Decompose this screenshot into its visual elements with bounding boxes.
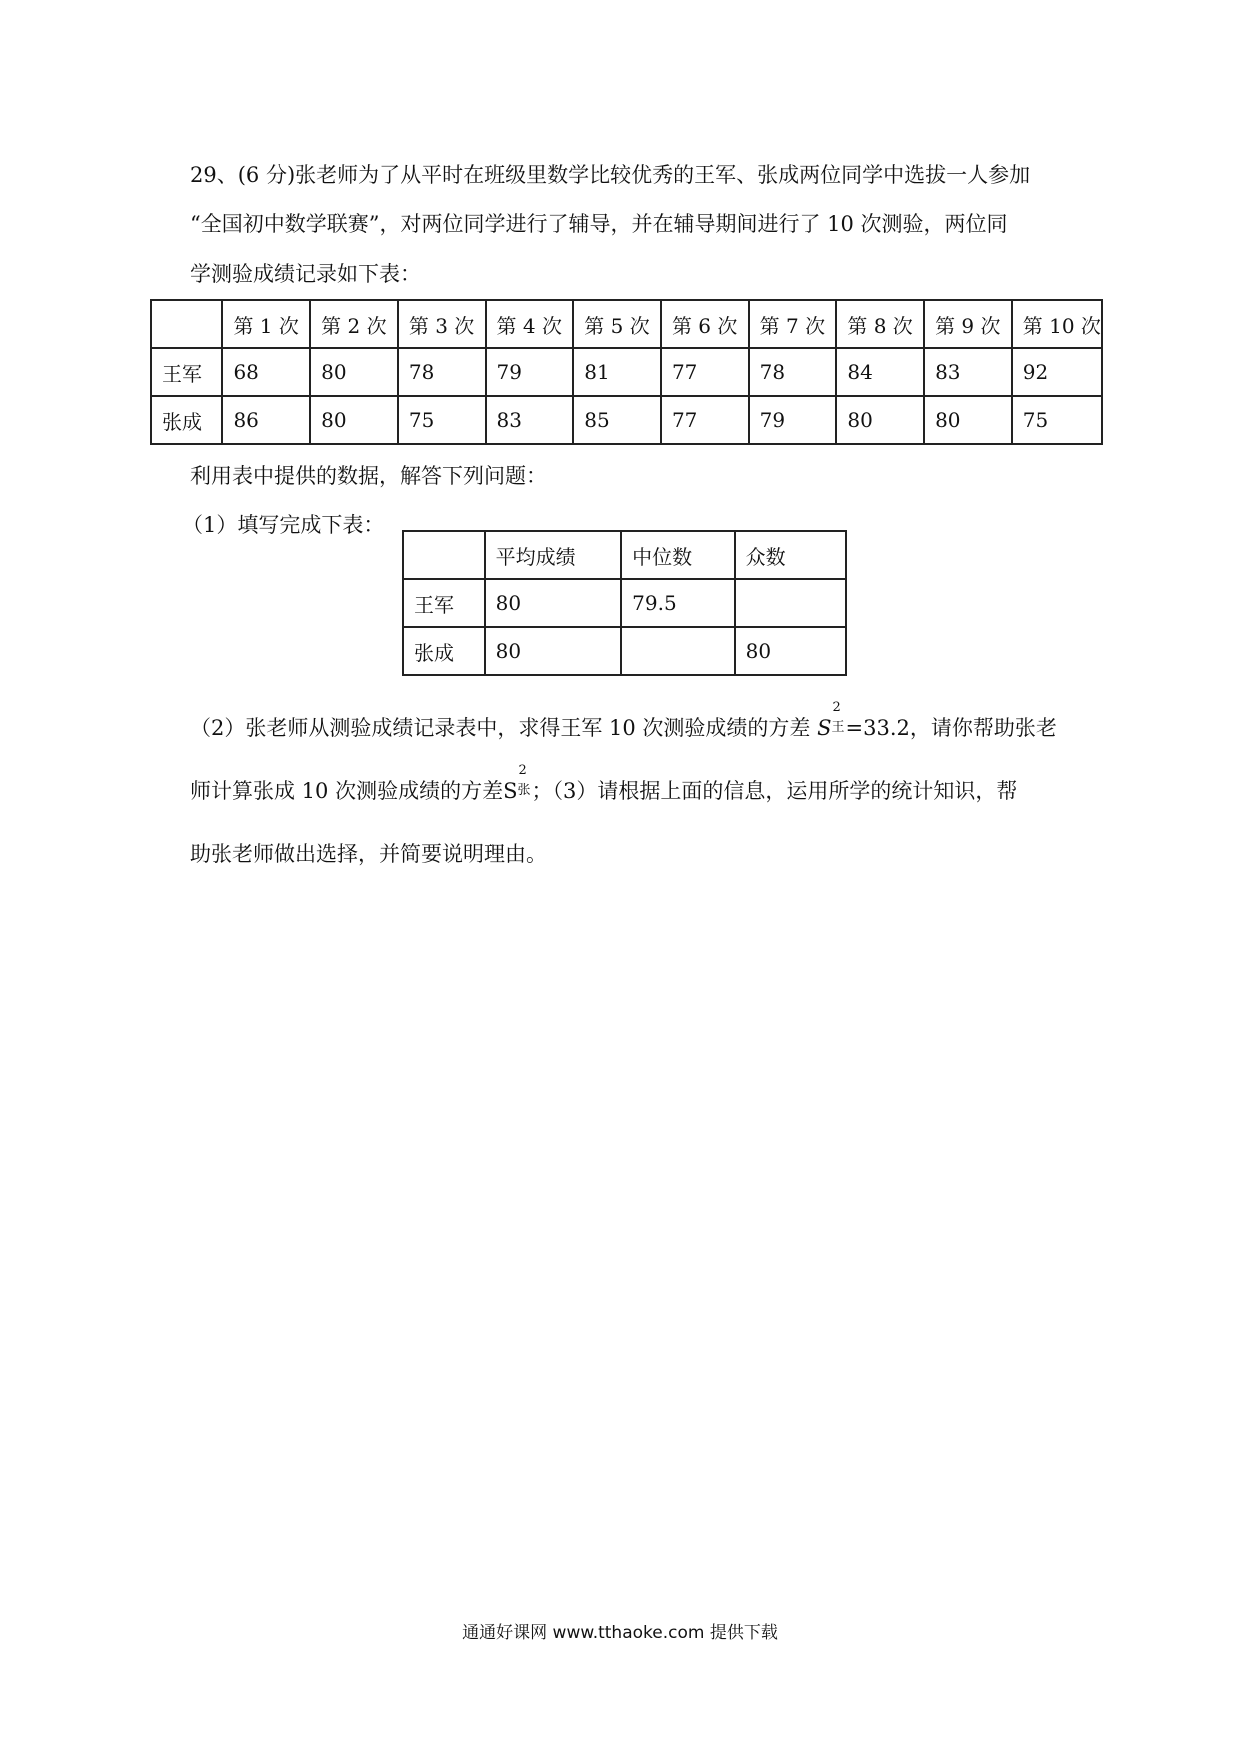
variance-scripts	[517, 763, 531, 798]
part2-text-line-1	[190, 700, 1057, 743]
question-text-line-2: “全国初中数学联赛”，对两位同学进行了辅导，并在辅导期间进行了 10 次测验，两位同	[190, 212, 1008, 236]
table-row	[151, 396, 1102, 444]
test-scores-table	[150, 299, 1103, 445]
median-cell	[621, 627, 735, 675]
part2-text-before-variance: （2）张老师从测验成绩记录表中，求得王军 10 次测验成绩的方差	[190, 716, 818, 740]
table-row	[151, 348, 1102, 396]
score-cell: 80	[924, 396, 1012, 444]
score-cell: 80	[310, 396, 398, 444]
score-cell: 79	[486, 348, 574, 396]
table-header-cell: 第 6 次	[661, 300, 749, 348]
part2-text-line-3: 助张老师做出选择，并简要说明理由。	[190, 842, 547, 866]
student-name-cell: 王军	[151, 348, 222, 396]
score-cell: 80	[310, 348, 398, 396]
table-row	[403, 579, 846, 627]
part3-text: ；（3）请根据上面的信息，运用所学的统计知识，帮	[531, 779, 1018, 803]
table-header-cell	[151, 300, 222, 348]
variance-exponent: 2	[832, 700, 841, 715]
mean-cell: 80	[485, 627, 621, 675]
part2-variance-value: =33.2，请你帮助张老	[845, 716, 1057, 740]
table-header-cell: 第 1 次	[222, 300, 310, 348]
table-header-row	[403, 531, 846, 579]
variance-symbol: S	[817, 716, 832, 740]
score-cell: 83	[924, 348, 1012, 396]
variance-subscript-wang: 王	[831, 720, 845, 735]
table-header-cell: 众数	[735, 531, 846, 579]
variance-exponent: 2	[518, 763, 527, 778]
part2-text-before-zhang-variance: 师计算张成 10 次测验成绩的方差	[190, 779, 504, 803]
score-cell: 78	[749, 348, 837, 396]
score-cell: 75	[398, 396, 486, 444]
score-cell: 77	[661, 396, 749, 444]
score-cell: 84	[836, 348, 924, 396]
score-cell: 80	[836, 396, 924, 444]
score-cell: 86	[222, 396, 310, 444]
score-cell: 92	[1012, 348, 1102, 396]
score-cell: 83	[486, 396, 574, 444]
score-cell: 75	[1012, 396, 1102, 444]
variance-symbol: S	[503, 779, 518, 803]
score-cell: 81	[573, 348, 661, 396]
score-cell: 68	[222, 348, 310, 396]
score-cell: 78	[398, 348, 486, 396]
instruction-text: 利用表中提供的数据，解答下列问题：	[190, 464, 547, 488]
table-header-cell: 第 7 次	[749, 300, 837, 348]
student-name-cell: 王军	[403, 579, 485, 627]
table-header-cell	[403, 531, 485, 579]
variance-scripts	[831, 700, 846, 735]
variance-zhang-formula	[503, 763, 531, 803]
table-header-cell: 平均成绩	[485, 531, 621, 579]
statistics-table	[402, 530, 847, 676]
score-cell: 85	[573, 396, 661, 444]
table-header-cell: 第 10 次	[1012, 300, 1102, 348]
table-row	[403, 627, 846, 675]
part1-label: （1）填写完成下表：	[182, 513, 385, 537]
table-header-cell: 第 4 次	[486, 300, 574, 348]
student-name-cell: 张成	[403, 627, 485, 675]
mean-cell: 80	[485, 579, 621, 627]
student-name-cell: 张成	[151, 396, 222, 444]
question-text-line-1: 29、(6 分)张老师为了从平时在班级里数学比较优秀的王军、张成两位同学中选拔一人参加	[190, 163, 1031, 187]
table-header-cell: 第 5 次	[573, 300, 661, 348]
table-header-cell: 中位数	[621, 531, 735, 579]
footer-text: 通通好课网 www.tthaoke.com 提供下载	[462, 1623, 778, 1643]
mode-cell	[735, 579, 846, 627]
table-header-cell: 第 3 次	[398, 300, 486, 348]
median-cell: 79.5	[621, 579, 735, 627]
variance-subscript-zhang: 张	[517, 783, 531, 798]
table-header-cell: 第 2 次	[310, 300, 398, 348]
mode-cell: 80	[735, 627, 846, 675]
score-cell: 77	[661, 348, 749, 396]
table-header-cell: 第 9 次	[924, 300, 1012, 348]
question-text-line-3: 学测验成绩记录如下表：	[190, 262, 421, 286]
part2-text-line-2	[190, 763, 1018, 806]
score-cell: 79	[749, 396, 837, 444]
variance-wang-formula	[817, 700, 845, 740]
table-header-row	[151, 300, 1102, 348]
table-header-cell: 第 8 次	[836, 300, 924, 348]
